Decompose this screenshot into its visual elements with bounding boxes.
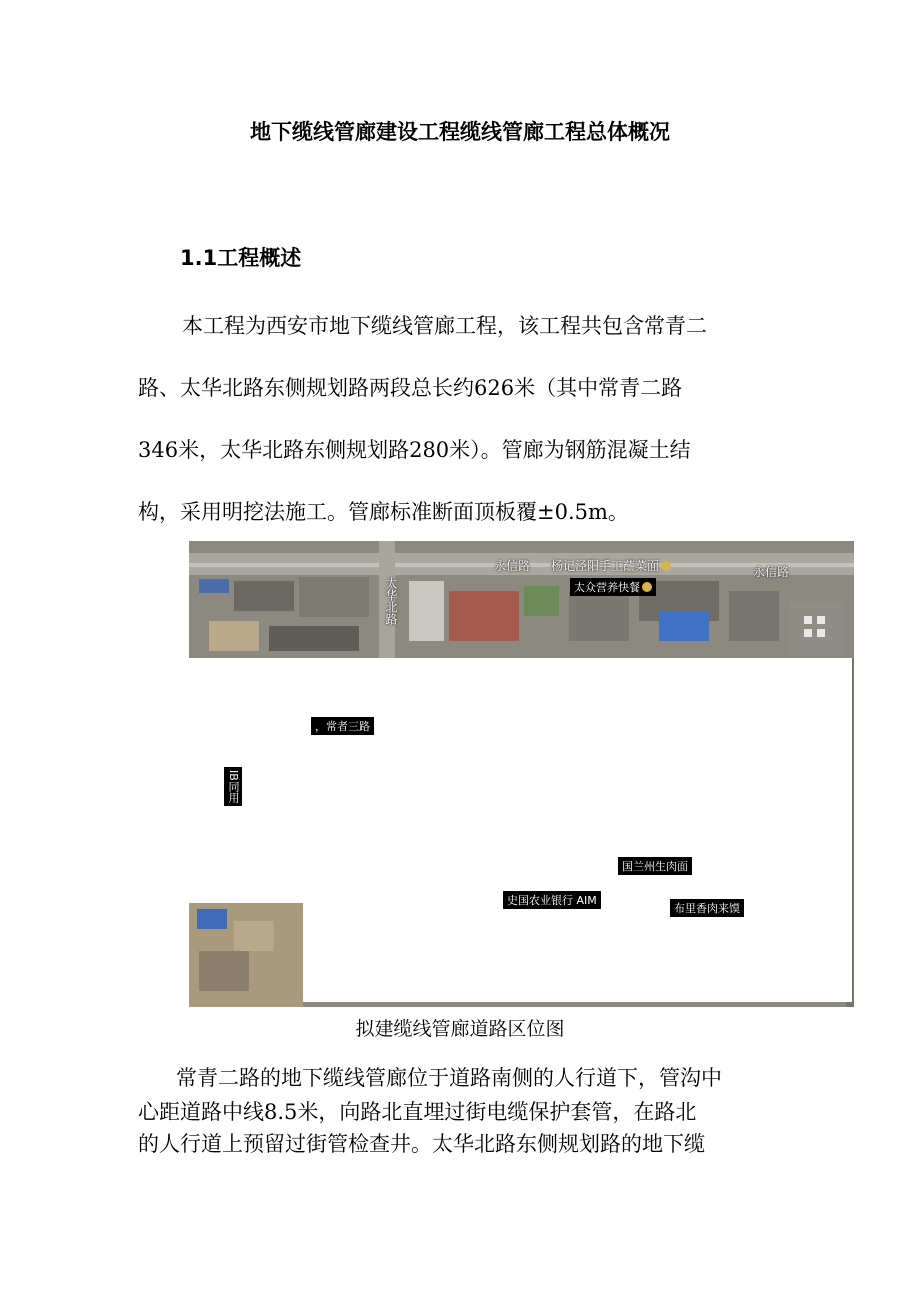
paragraph-line: 的人行道上预留过街管检查井。太华北路东侧规划路的地下缆	[138, 1132, 705, 1156]
map-label: IB同用	[224, 767, 242, 806]
map-label: 太华北路	[384, 577, 398, 625]
map-label: 史国农业银行 AIM	[503, 891, 601, 909]
paragraph-line: 常青二路的地下缆线管廊位于道路南侧的人行道下，管沟中	[176, 1066, 722, 1090]
map-blank-area	[189, 658, 309, 903]
poi-pin-icon	[661, 561, 671, 571]
paragraph-line: 本工程为西安市地下缆线管廊工程，该工程共包含常青二	[182, 314, 707, 338]
map-label: 永信路	[494, 559, 531, 573]
map-label: 永信路	[753, 565, 790, 579]
map-blank-area	[303, 658, 852, 1002]
document-title: 地下缆线管廊建设工程缆线管廊工程总体概况	[250, 120, 670, 144]
map-label: 太众营养快餐	[570, 578, 656, 596]
paragraph-line: 构，采用明挖法施工。管廊标准断面顶板覆±0.5m。	[138, 500, 629, 524]
poi-pin-icon	[642, 582, 652, 592]
paragraph-line: 路、太华北路东侧规划路两段总长约626米（其中常青二路	[138, 376, 683, 400]
paragraph-line: 346米，太华北路东侧规划路280米）。管廊为钢筋混凝土结	[138, 438, 691, 462]
section-heading: 1.1工程概述	[180, 246, 302, 270]
map-label: 国兰州生肉面	[618, 857, 692, 875]
map-label: ，常者三路	[311, 717, 374, 735]
map-label: 杨记泾阳手工蘸菜面	[551, 557, 671, 574]
paragraph-line: 心距道路中线8.5米，向路北直埋过街电缆保护套管，在路北	[138, 1100, 697, 1124]
figure-caption: 拟建缆线管廊道路区位图	[355, 1018, 565, 1040]
location-map	[189, 541, 854, 1007]
map-label: 布里香肉来馍	[670, 899, 744, 917]
